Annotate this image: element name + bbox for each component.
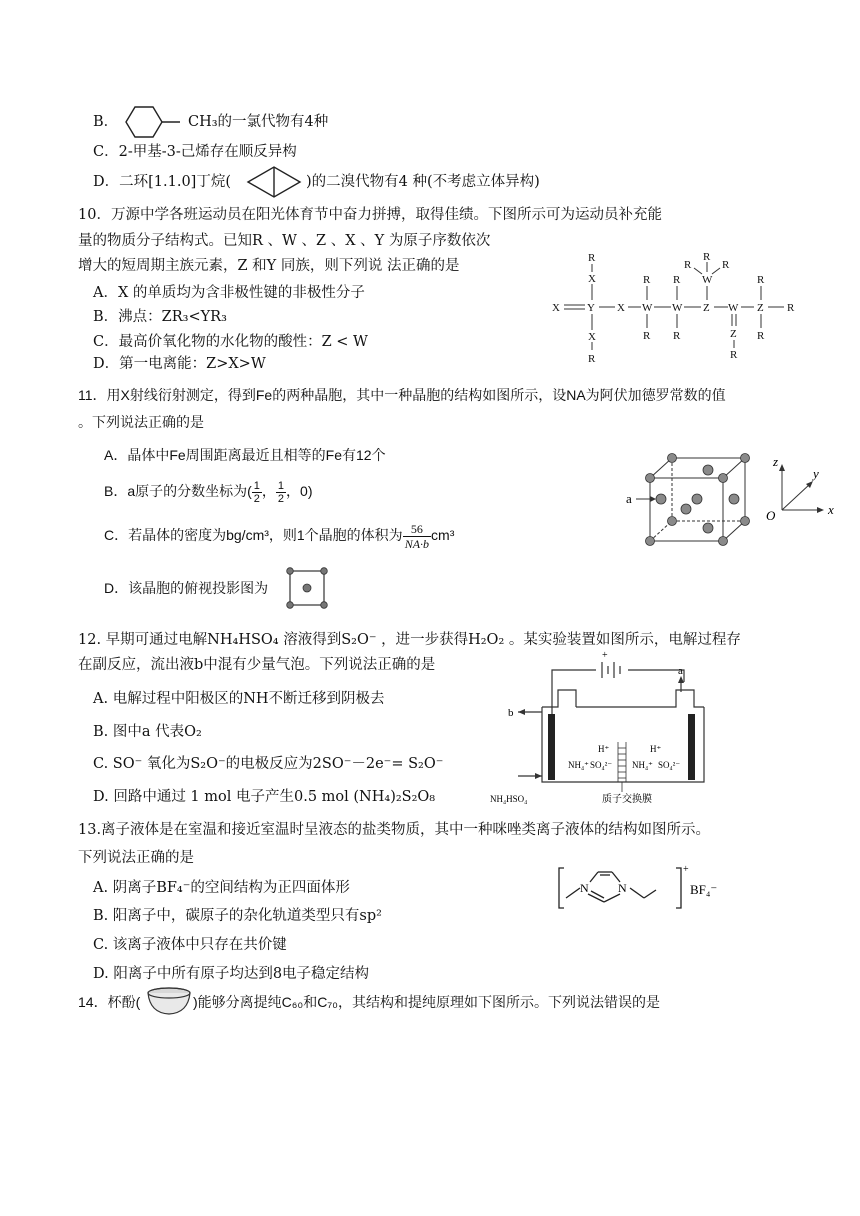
atom-n2: N: [618, 881, 627, 895]
q13-option-d: D. 阳离子中所有原子均达到8电子稳定结构: [93, 966, 370, 982]
volume-fraction: $\frac{56}{NA\cdot b}$: [404, 521, 430, 551]
calixarene-bowl-icon: [145, 985, 193, 1017]
cation-charge: +: [683, 864, 689, 875]
svg-text:y: y: [813, 466, 819, 481]
q11-option-d: D．该晶胞的俯视投影图为: [104, 580, 269, 596]
svg-text:R: R: [588, 353, 596, 365]
q11-stem-line2: 。下列说法正确的是: [78, 414, 204, 430]
q11-option-c: C．若晶体的密度为bg/cm³，则1个晶胞的体积为 $\frac{56}{NA\cdot b}$ cm³: [104, 521, 455, 551]
q14-stem-pre: 14．杯酚(: [78, 994, 141, 1010]
bicyclobutane-structure: [244, 164, 306, 200]
q9-option-d-post: )的二溴代物有4 种(不考虑立体异构): [306, 174, 540, 190]
svg-text:R: R: [757, 330, 765, 342]
q13-stem-line2: 下列说法正确的是: [78, 850, 194, 866]
svg-text:R: R: [684, 259, 692, 271]
q13-option-b: B. 阳离子中，碳原子的杂化轨道类型只有sp²: [93, 908, 382, 924]
q12-option-d: D. 回路中通过 1 mol 电子产生0.5 mol (NH₄)₂S₂O₈: [93, 789, 436, 805]
svg-text:R: R: [757, 274, 765, 286]
anion-label: BF₄⁻: [690, 882, 718, 897]
ion-so4-right: SO₄²⁻: [658, 760, 681, 770]
svg-text:R: R: [673, 274, 681, 286]
q10-option-d: D．第一电离能：Z>X>W: [93, 356, 266, 372]
svg-text:W: W: [642, 302, 653, 314]
svg-text:+: +: [602, 650, 608, 661]
svg-text:X: X: [588, 273, 596, 285]
q9-option-c: C．2-甲基-3-己烯存在顺反异构: [93, 144, 297, 160]
methylcyclohexane-structure: [120, 104, 184, 140]
q10-option-b: B．沸点：ZR₃<YR₃: [93, 309, 227, 325]
q13-stem-line1: 13.离子液体是在室温和接近室温时呈液态的盐类物质，其中一种咪唑类离子液体的结构如图所示。: [78, 822, 711, 838]
svg-text:x: x: [828, 502, 834, 517]
svg-text:X: X: [552, 302, 560, 314]
q10-option-a: A．X 的单质均为含非极性键的非极性分子: [93, 285, 365, 301]
membrane-label: 质子交换膜: [602, 794, 652, 805]
svg-text:X: X: [588, 331, 596, 343]
atom-a-label: a: [626, 491, 632, 506]
svg-text:Z: Z: [730, 328, 737, 340]
q12-option-a: A. 电解过程中阳极区的NH不断迁移到阴极去: [93, 691, 385, 707]
svg-text:R: R: [722, 259, 730, 271]
ion-so4-left: SO₄²⁻: [590, 760, 613, 770]
q10-option-c: C．最高价氧化物的水化物的酸性：Z < W: [93, 334, 368, 350]
svg-text:W: W: [728, 302, 739, 314]
top-view-projection: [287, 568, 327, 608]
fraction-half: $\frac{1}{2}$: [253, 479, 260, 505]
q12-option-c: C. SO⁻ 氧化为S₂O⁻的电极反应为2SO⁻－2e⁻= S₂O⁻: [93, 756, 444, 772]
q12-option-b: B. 图中a 代表O₂: [93, 724, 202, 740]
ion-nh4-left: NH₄⁺: [568, 760, 589, 770]
fe-unit-cell-diagram: [620, 448, 840, 548]
q9-option-b-text: CH₃的一氯代物有4种: [188, 114, 329, 130]
svg-text:R: R: [643, 274, 651, 286]
inlet-label: NH₄HSO₄: [490, 794, 528, 804]
q12-stem-line1: 12. 早期可通过电解NH₄HSO₄ 溶液得到S₂O⁻ ，进一步获得H₂O₂ 。某实验装置如图所示，电解过程存: [78, 632, 741, 648]
svg-text:z: z: [773, 454, 779, 469]
q9-option-d-pre: D．二环[1.1.0]丁烷(: [93, 174, 231, 190]
svg-text:R: R: [703, 251, 711, 263]
svg-text:O: O: [766, 508, 776, 523]
q12-stem-line2: 在副反应，流出液b中混有少量气泡。下列说法正确的是: [78, 657, 436, 673]
svg-text:R: R: [730, 349, 738, 361]
q13-option-c: C. 该离子液体中只存在共价键: [93, 937, 287, 953]
q10-stem-line2: 量的物质分子结构式。已知R 、W 、Z 、X 、Y 为原子序数依次: [78, 233, 491, 249]
svg-text:W: W: [672, 302, 683, 314]
svg-text:Z: Z: [757, 302, 764, 314]
svg-text:R: R: [673, 330, 681, 342]
svg-text:W: W: [702, 274, 713, 286]
electrolysis-apparatus-diagram: [490, 652, 720, 807]
q14-stem-post: )能够分离提纯C₆₀和C₇₀，其结构和提纯原理如下图所示。下列说法错误的是: [193, 994, 660, 1010]
q11-stem-line1: 11．用X射线衍射测定，得到Fe的两种晶胞，其中一种晶胞的结构如图所示，设NA为阿伏加德罗常数的值: [78, 387, 726, 403]
outlet-a-label: a: [678, 665, 683, 677]
q10-stem-line3: 增大的短周期主族元素，Z 和Y 同族，则下列说 法正确的是: [78, 258, 460, 274]
ion-h-left: H⁺: [598, 744, 610, 754]
svg-text:X: X: [617, 302, 625, 314]
q11-option-b: B．a原子的分数坐标为( $\frac{1}{2}$ ， $\frac{1}{2}$ ，0): [104, 479, 313, 505]
outlet-b-label: b: [508, 707, 514, 719]
atom-R-top: R: [588, 252, 596, 264]
svg-text:R: R: [643, 330, 651, 342]
q10-structural-formula: [548, 246, 798, 366]
svg-text:Y: Y: [587, 302, 595, 314]
atom-n1: N: [580, 881, 589, 895]
q9-option-b-label: B．: [93, 114, 119, 130]
svg-text:R: R: [787, 302, 795, 314]
ion-nh4-right: NH₄⁺: [632, 760, 653, 770]
fraction-half: $\frac{1}{2}$: [277, 479, 285, 505]
svg-text:Z: Z: [703, 302, 710, 314]
imidazolium-ionic-liquid-structure: [556, 864, 718, 912]
ion-h-right: H⁺: [650, 744, 662, 754]
q11-option-a: A．晶体中Fe周围距离最近且相等的Fe有12个: [104, 447, 386, 463]
q10-stem-line1: 10．万源中学各班运动员在阳光体育节中奋力拼搏，取得佳绩。下图所示可为运动员补充能: [78, 207, 662, 223]
q13-option-a: A. 阴离子BF₄⁻的空间结构为正四面体形: [93, 880, 350, 896]
